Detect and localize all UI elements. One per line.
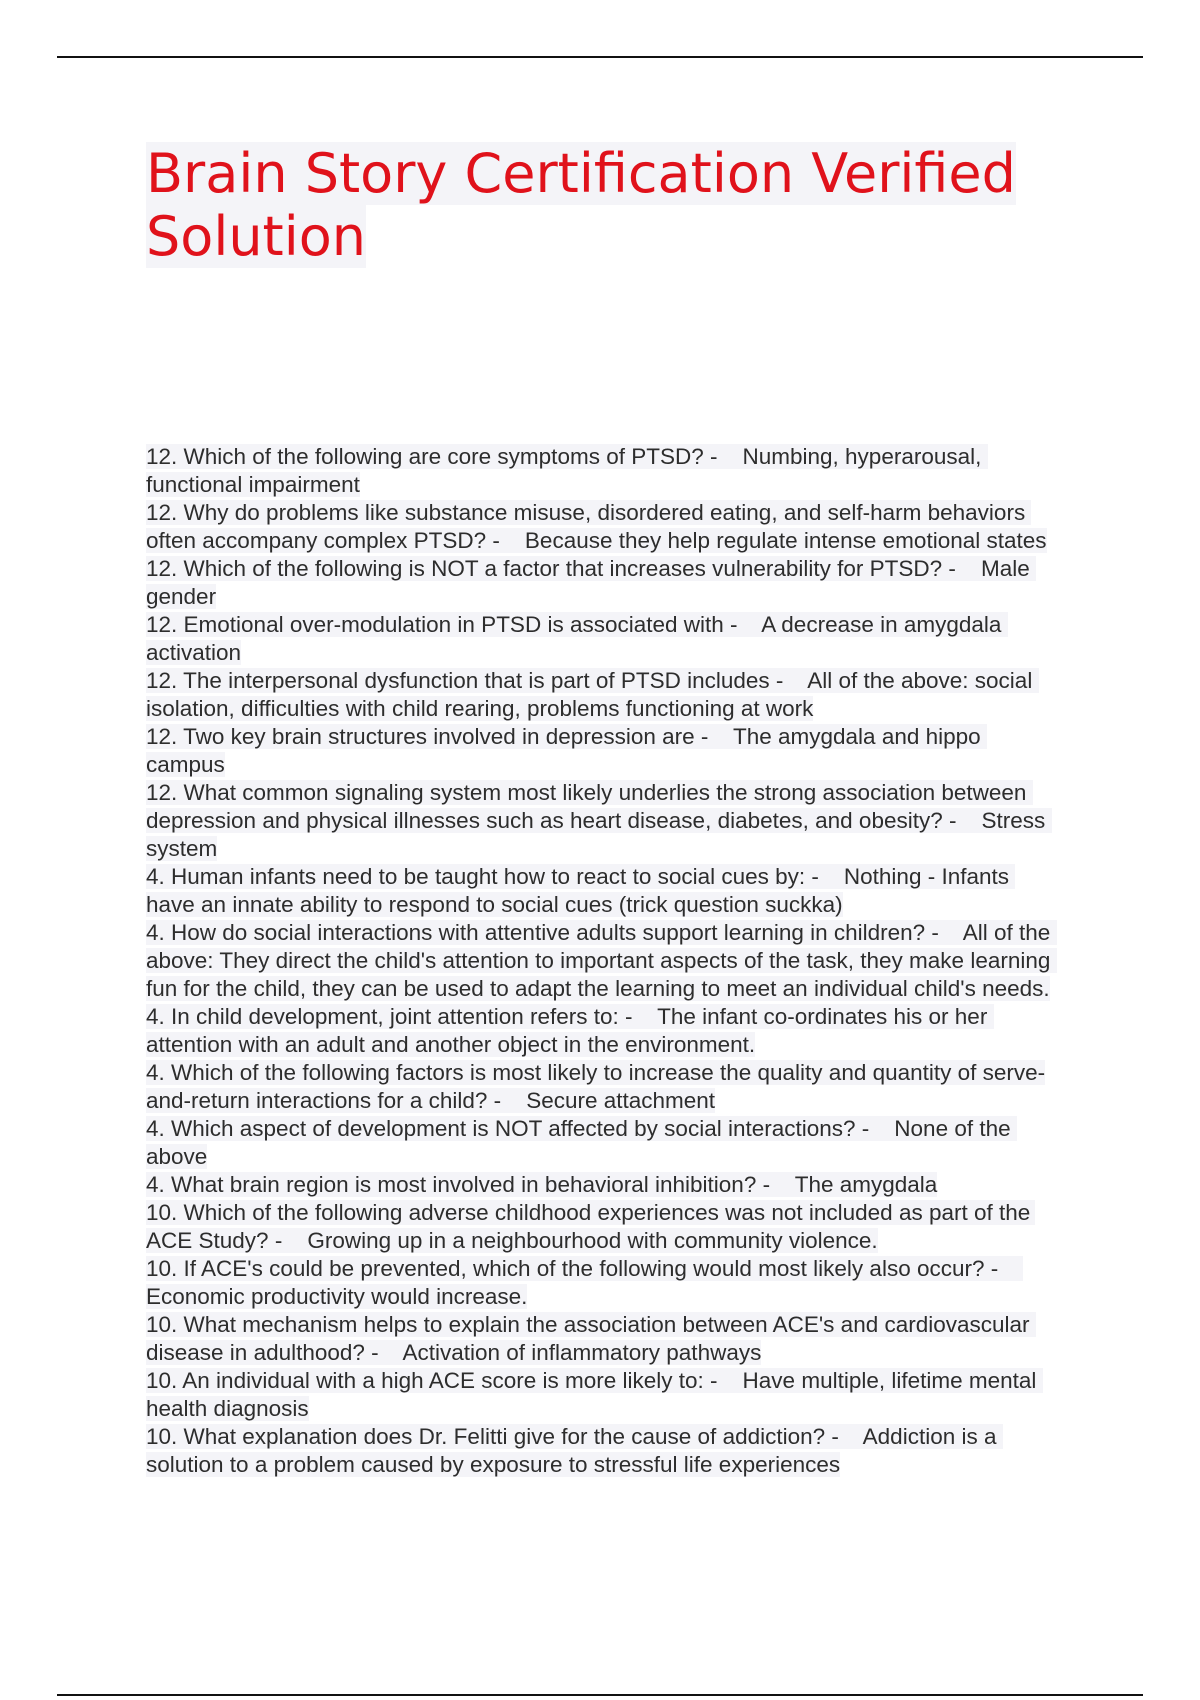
question-text: 12. Which of the following are core symptoms of PTSD? -	[146, 444, 718, 469]
answer-text: Numbing, hyperarousal, functional impairment	[146, 444, 988, 497]
qa-item-text	[146, 1312, 1036, 1365]
qa-item	[146, 1171, 1061, 1199]
question-text: 12. Which of the following is NOT a factor that increases vulnerability for PTSD? -	[146, 556, 956, 581]
answer-text: Stress system	[146, 808, 1052, 861]
qa-item	[146, 667, 1061, 723]
answer-text: Male gender	[146, 556, 1036, 609]
question-text: 4. How do social interactions with attentive adults support learning in children? -	[146, 920, 939, 945]
question-text: 12. Two key brain structures involved in depression are -	[146, 724, 709, 749]
qa-item	[146, 1003, 1061, 1059]
question-text: 12. The interpersonal dysfunction that is part of PTSD includes -	[146, 668, 784, 693]
qa-item-text	[146, 1172, 937, 1197]
bottom-rule	[57, 1694, 1143, 1696]
qa-item	[146, 499, 1061, 555]
qa-item-text	[146, 444, 988, 497]
question-text: 10. What explanation does Dr. Felitti give for the cause of addiction? -	[146, 1424, 839, 1449]
document-title	[146, 142, 1046, 268]
qa-item-text	[146, 1060, 1045, 1113]
qa-item-text	[146, 1004, 994, 1057]
question-text: 12. Why do problems like substance misuse, disordered eating, and self-harm behaviors often accompany complex PTSD? -	[146, 500, 1032, 553]
qa-item-text	[146, 864, 1015, 917]
answer-text: Because they help regulate intense emotional states	[524, 528, 1047, 553]
document-title-text: Brain Story Certification Verified Solution	[146, 142, 1016, 268]
qa-item-text	[146, 724, 987, 777]
answer-text: Economic productivity would increase.	[146, 1284, 528, 1309]
answer-text: Growing up in a neighbourhood with community violence.	[307, 1228, 878, 1253]
qa-item-text	[146, 1116, 1017, 1169]
answer-text: All of the above: social isolation, difficulties with child rearing, problems functioning at work	[146, 668, 1039, 721]
qa-item	[146, 779, 1061, 863]
qa-item	[146, 1255, 1061, 1311]
question-text: 12. What common signaling system most likely underlies the strong association between depression and physical illnesses such as heart disease, diabetes, and obesity? -	[146, 780, 1033, 833]
answer-text: All of the above: They direct the child's attention to important aspects of the task, they make learning fun for the child, they can be used to adapt the learning to meet an individual child's needs.	[146, 920, 1057, 1001]
answer-text: A decrease in amygdala activation	[146, 612, 1008, 665]
qa-item	[146, 1367, 1061, 1423]
answer-text: The amygdala and hippo campus	[146, 724, 987, 777]
qa-list	[146, 443, 1061, 1479]
question-text: 4. Which aspect of development is NOT affected by social interactions? -	[146, 1116, 870, 1141]
answer-text: None of the above	[146, 1116, 1017, 1169]
qa-item	[146, 1423, 1061, 1479]
qa-item-text	[146, 556, 1036, 609]
answer-text: Secure attachment	[526, 1088, 716, 1113]
answer-text: Addiction is a solution to a problem caused by exposure to stressful life experiences	[146, 1424, 1003, 1477]
qa-item	[146, 611, 1061, 667]
qa-item	[146, 555, 1061, 611]
qa-item-text	[146, 1200, 1035, 1253]
qa-item	[146, 1115, 1061, 1171]
question-text: 10. What mechanism helps to explain the association between ACE's and cardiovascular disease in adulthood? -	[146, 1312, 1036, 1365]
question-text: 12. Emotional over-modulation in PTSD is associated with -	[146, 612, 738, 637]
qa-item-text	[146, 920, 1057, 1001]
answer-text: Nothing - Infants have an innate ability to respond to social cues (trick question suckka)	[146, 864, 1016, 917]
qa-item	[146, 443, 1061, 499]
qa-item-text	[146, 612, 1008, 665]
qa-item-text	[146, 1424, 1003, 1477]
question-text: 4. Which of the following factors is most likely to increase the quality and quantity of serve-and-return interactions for a child? -	[146, 1060, 1046, 1113]
qa-item	[146, 919, 1061, 1003]
qa-item	[146, 1199, 1061, 1255]
qa-item-text	[146, 668, 1039, 721]
qa-item	[146, 723, 1061, 779]
answer-text: Have multiple, lifetime mental health diagnosis	[146, 1368, 1043, 1421]
answer-text: Activation of inflammatory pathways	[402, 1340, 762, 1365]
question-text: 4. Human infants need to be taught how to react to social cues by: -	[146, 864, 819, 889]
question-text: 4. In child development, joint attention refers to: -	[146, 1004, 633, 1029]
qa-item	[146, 1059, 1061, 1115]
question-text: 4. What brain region is most involved in behavioral inhibition? -	[146, 1172, 771, 1197]
question-text: 10. An individual with a high ACE score is more likely to: -	[146, 1368, 718, 1393]
answer-text: The amygdala	[794, 1172, 938, 1197]
qa-item	[146, 863, 1061, 919]
qa-item-text	[146, 780, 1052, 861]
qa-item	[146, 1311, 1061, 1367]
qa-item-text	[146, 1256, 1023, 1309]
qa-item-text	[146, 500, 1047, 553]
question-text: 10. Which of the following adverse childhood experiences was not included as part of the ACE Study? -	[146, 1200, 1036, 1253]
question-text: 10. If ACE's could be prevented, which of the following would most likely also occur? -	[146, 1256, 999, 1281]
qa-item-text	[146, 1368, 1043, 1421]
answer-text: The infant co-ordinates his or her attention with an adult and another object in the environment.	[146, 1004, 994, 1057]
top-rule	[57, 56, 1143, 58]
